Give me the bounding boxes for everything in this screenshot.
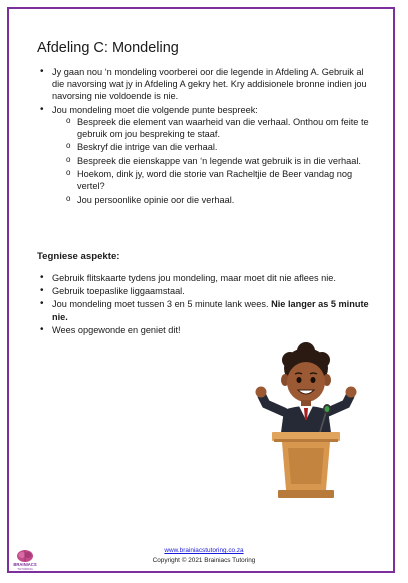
sub-bullet-list: [52, 116, 370, 206]
main-bullet-list: [52, 66, 370, 207]
speaker-at-podium-illustration: [254, 340, 360, 500]
bullet-item: • Jy gaan nou ‘n mondeling voorberei oor die legende in Afdeling A. Gebruik al die navorsing wat jy in Afdeling A gekry het. Kry addisionele bronne indien jou navorsing nie voldoende is nie.: [52, 66, 370, 103]
bullet-item: [52, 104, 370, 206]
footer-website-link[interactable]: www.brainiacstutoring.co.za: [164, 547, 244, 554]
svg-text:TUTORING: TUTORING: [17, 567, 33, 571]
sub-bullet-item: o Jou persoonlike opinie oor die verhaal.: [77, 194, 370, 206]
bullet-item: • Gebruik flitskaarte tydens jou mondeling, maar moet dit nie aflees nie.: [52, 272, 370, 284]
sub-bullet-item: o Beskryf die intrige van die verhaal.: [77, 141, 370, 153]
bullet-text: Jou mondeling moet die volgende punte bespreek:: [52, 104, 258, 115]
bullet-item: • Gebruik toepaslike liggaamstaal.: [52, 285, 370, 297]
technical-heading: Tegniese aspekte:: [37, 251, 120, 262]
technical-bullet-list: [52, 272, 370, 337]
sub-bullet-item: o Hoekom, dink jy, word die storie van Racheltjie de Beer vandag nog vertel?: [77, 168, 370, 192]
svg-text:BRAINIACS: BRAINIACS: [13, 562, 37, 567]
sub-bullet-item: o Bespreek die eienskappe van ‘n legende wat gebruik is in die verhaal.: [77, 155, 370, 167]
duration-text: Jou mondeling moet tussen 3 en 5 minute lank wees.: [52, 299, 272, 310]
footer-copyright: Copyright © 2021 Brainiacs Tutoring: [152, 557, 256, 564]
bullet-item: • Wees opgewonde en geniet dit!: [52, 324, 370, 336]
section-heading: Afdeling C: Mondeling: [37, 40, 179, 56]
bullet-item: [52, 298, 370, 322]
duration-emphasis: Nie langer as 5 minute nie.: [52, 299, 369, 322]
sub-bullet-item: o Bespreek die element van waarheid van die verhaal. Onthou om feite te gebruik om jou bespreking te staaf.: [77, 116, 370, 140]
